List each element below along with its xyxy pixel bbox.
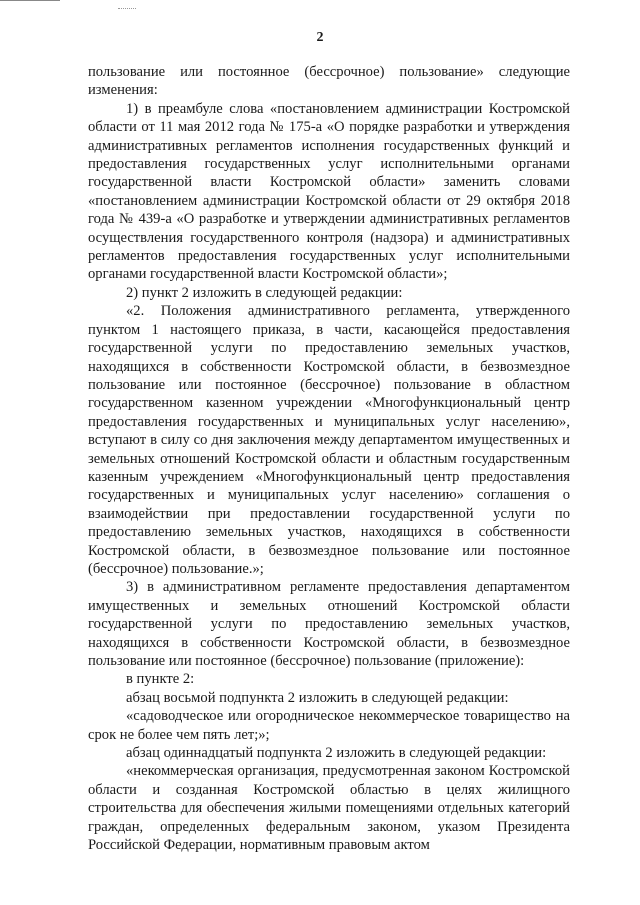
page-number: 2 bbox=[316, 30, 324, 45]
paragraph-intro: пользование или постоянное (бессрочное) пользование» следующие изменения: bbox=[88, 64, 570, 99]
paragraph-point-2: в пункте 2: bbox=[126, 671, 195, 688]
paragraph-subclause-11-text: «некоммерческая организация, предусмотренная законом Костромской области и созданная Костромской областью в целях жилищного строительства для обеспечения жилыми помещениями отдельных категорий граждан, определенных федеральным законом, указом Президента Российской Федерации, нормативным правовым актом bbox=[88, 763, 570, 854]
paragraph-item-2: 2) пункт 2 изложить в следующей редакции: bbox=[126, 284, 403, 301]
document-body bbox=[88, 63, 570, 854]
paragraph-item-2-text: «2. Положения административного регламента, утвержденного пунктом 1 настоящего приказа, в части, касающейся предоставления государственной услуги по предоставлению земельных участков, находящихся в собственности Костромской области, в безвозмездное пользование или постоянное (бессрочное) пользование в областном государственном казенном учреждении «Многофункциональный центр предоставления государственных и муниципальных услуг населению», вступают в силу со дня заключения между департаментом имущественных и земельных отношений Костромской области и областным государственным казенным учреждением «Многофункциональный центр предоставления государственных и муниципальных услуг населению» соглашения о взаимодействии при предоставлении государственной услуги по предоставлению земельных участков, находящихся в собственности Костромской области, в безвозмездное пользование или постоянное (бессрочное) пользование.»; bbox=[88, 303, 570, 577]
scan-edge-mark bbox=[0, 0, 60, 13]
scan-edge-mark bbox=[118, 2, 136, 9]
paragraph-subclause-8: абзац восьмой подпункта 2 изложить в следующей редакции: bbox=[126, 689, 509, 706]
paragraph-subclause-8-text: «садоводческое или огородническое некоммерческое товарищество на срок не более чем пять лет;»; bbox=[88, 708, 570, 743]
paragraph-item-1: 1) в преамбуле слова «постановлением администрации Костромской области от 11 мая 2012 года № 175-а «О порядке разработки и утверждения административных регламентов исполнения государственных функций и предоставления государственных услуг исполнительными органами государственной власти Костромской области» заменить словами «постановлением администрации Костромской области от 29 октября 2018 года № 439-а «О разработке и утверждении административных регламентов осуществления государственного контроля (надзора) и административных регламентов предоставления государственных услуг исполнительными органами государственной власти Костромской области»; bbox=[88, 100, 570, 283]
paragraph-subclause-11: абзац одиннадцатый подпункта 2 изложить в следующей редакции: bbox=[126, 745, 547, 762]
paragraph-item-3: 3) в административном регламенте предоставления департаментом имущественных и земельных отношений Костромской области государственной услуги по предоставлению земельных участков, находящихся в собственности Костромской области, в безвозмездное пользование или постоянное (бессрочное) пользование (приложение): bbox=[88, 579, 570, 669]
